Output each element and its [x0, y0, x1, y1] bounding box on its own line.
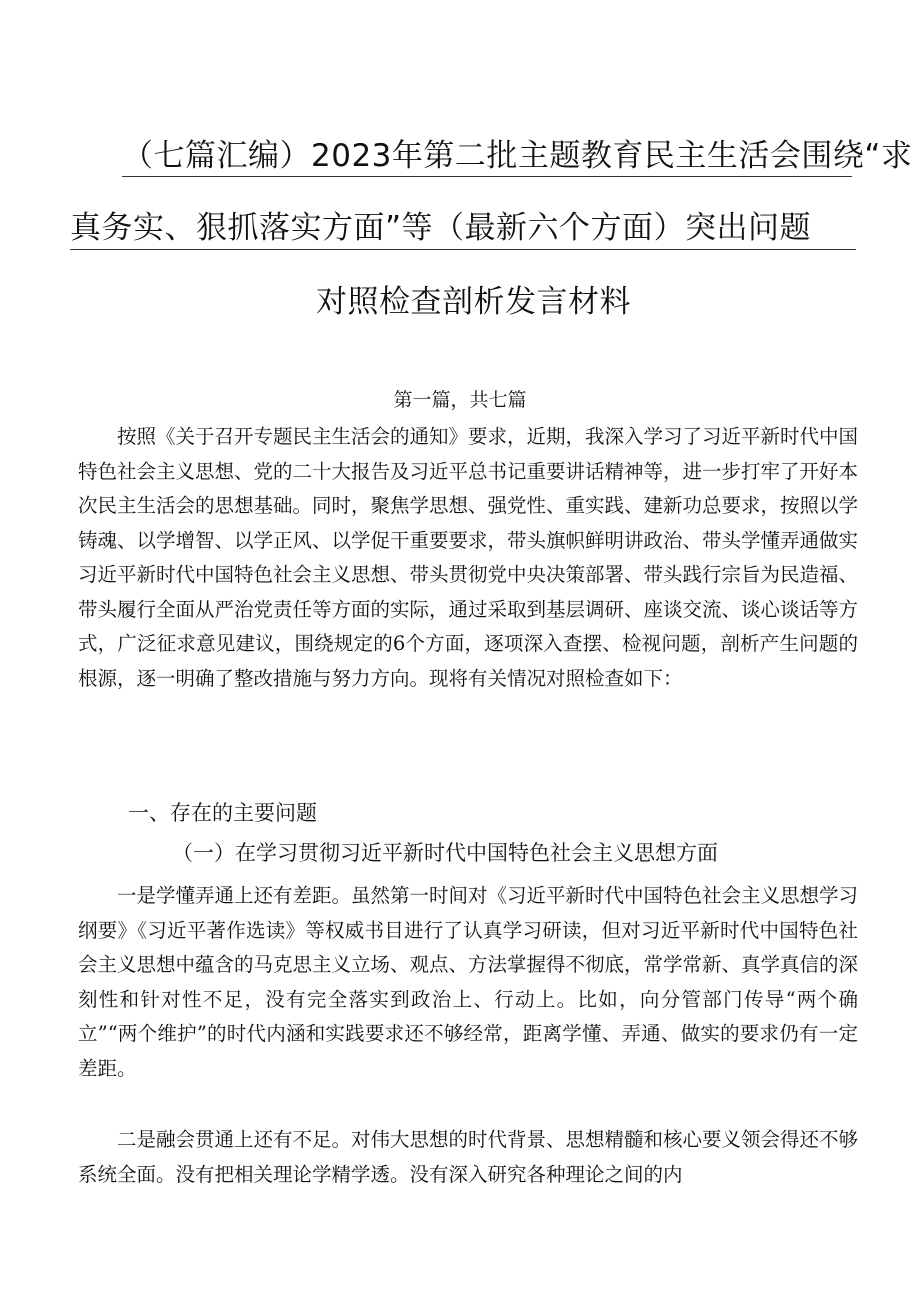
subtitle: 第一篇，共七篇: [393, 389, 527, 411]
title-line-2: 真务实、狠抓落实方面”等（最新六个方面）突出问题: [70, 210, 812, 246]
title-underline-1: [122, 176, 852, 177]
body-paragraph-3: 二是融会贯通上还有不足。对伟大思想的时代背景、思想精髓和核心要义领会得还不够系统全面。没有把相关理论学精学透。没有深入研究各种理论之间的内: [78, 1128, 859, 1186]
title-line-3: 对照检查剖析发言材料: [316, 284, 631, 320]
subsection-heading: （一）在学习贯彻习近平新时代中国特色社会主义思想方面: [172, 841, 718, 865]
title-line-1: （七篇汇编）2023年第二批主题教育民主生活会围绕“求: [122, 138, 913, 174]
section-heading: 一、存在的主要问题: [128, 801, 317, 825]
body-paragraph-2: 一是学懂弄通上还有差距。虽然第一时间对《习近平新时代中国特色社会主义思想学习纲要》《习近平著作选读》等权威书目进行了认真学习研读，但对习近平新时代中国特色社会主义思想中蕴含的马克思主义立场、观点、方法掌握得不彻底，常学常新、真学真信的深刻性和针对性不足，没有完全落实到政治上、行动上。比如，向分管部门传导“两个确立”“两个维护”的时代内涵和实践要求还不够经常，距离学懂、弄通、做实的要求仍有一定差距。: [78, 884, 859, 1080]
intro-paragraph: 按照《关于召开专题民主生活会的通知》要求，近期，我深入学习了习近平新时代中国特色社会主义思想、党的二十大报告及习近平总书记重要讲话精神等，进一步打牢了开好本次民主生活会的思想基础。同时，聚焦学思想、强党性、重实践、建新功总要求，按照以学铸魂、以学增智、以学正风、以学促干重要要求，带头旗帜鲜明讲政治、带头学懂弄通做实习近平新时代中国特色社会主义思想、带头贯彻党中央决策部署、带头践行宗旨为民造福、带头履行全面从严治党责任等方面的实际，通过采取到基层调研、座谈交流、谈心谈话等方式，广泛征求意见建议，围绕规定的6个方面，逐项深入查摆、检视问题，剖析产生问题的根源，逐一明确了整改措施与努力方向。现将有关情况对照检查如下：: [78, 425, 859, 690]
title-underline-2: [70, 249, 856, 250]
